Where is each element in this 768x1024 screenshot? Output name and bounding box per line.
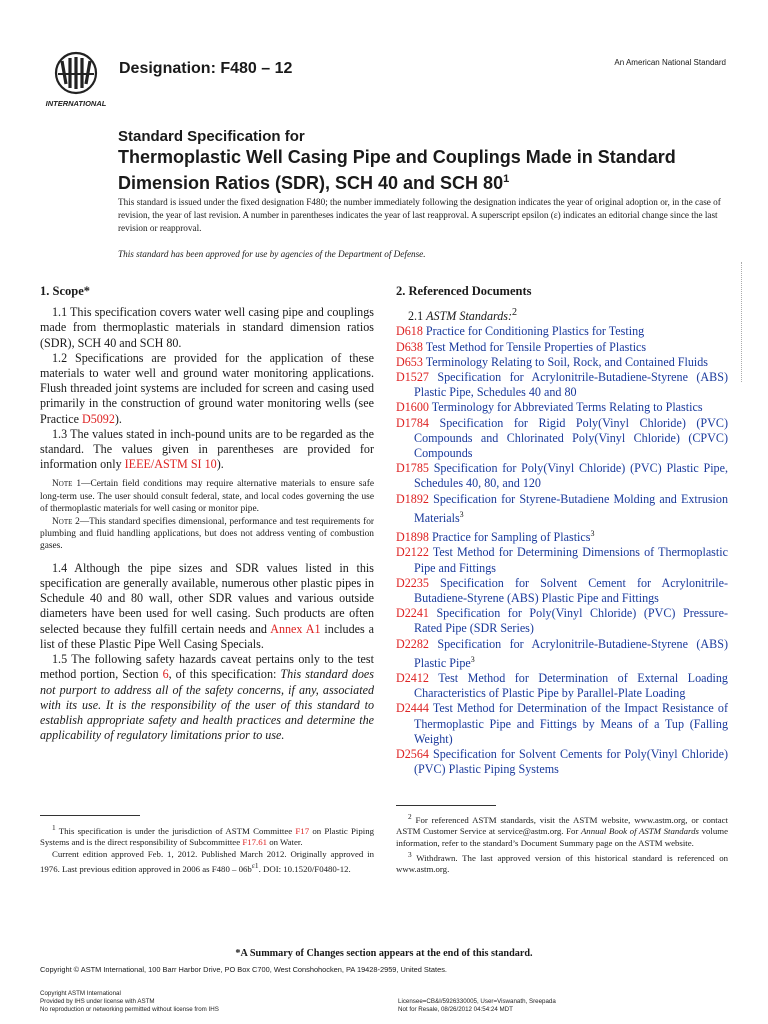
reference-code[interactable]: D2564 [396,747,429,762]
title-main: Thermoplastic Well Casing Pipe and Couplings Made in Standard Dimension Ratios (SDR), SCH 40 and SCH $80^1$ [118,147,676,193]
footnote-2: $^2$ For referenced ASTM standards, visit the ASTM website, www.astm.org, or contact ASTM Customer Service at service@astm.org. For Annual Book of ASTM Standards volume information, refer to the standard’s Document Summary page on the ASTM website. $^3$ Withdrawn. The last approved version of this historical standard is referenced on www.astm.org. [396,812,728,875]
reference-item[interactable] [396,576,728,606]
footnote-1: $^1$ This specification is under the jurisdiction of ASTM Committee F17 on Plastic Piping Systems and is the direct responsibility of Subcommittee F17.61 on Water. Current edition approved Feb. 1, 2012. Published March 2012. Originally approved in 1976. Last previous edition approved in 2006 as $F480 - 06b^{\varepsilon 1}$. DOI: 10.1520/F0480-12. [40,823,375,875]
reference-list [396,324,728,777]
footnote-rule-left [40,815,140,816]
scope-heading: 1. Scope* [40,284,90,298]
astm-logo [40,48,112,110]
reference-title[interactable]: Specification for Styrene-Butadiene Molding and Extrusion Materials [414,491,728,525]
link-d5092[interactable]: D5092 [81,411,115,426]
paragraph-1-2: 1.2 Specifications are provided for the application of these materials to water well and ground water monitoring applications. Flush threaded joint systems are included for screen and casing used primarily in the construction of ground water monitoring wells (see Practice D5092). [40,350,374,426]
reference-code[interactable]: D2241 [396,606,429,621]
reference-code[interactable]: D638 [396,339,423,354]
reference-item[interactable] [396,701,728,747]
svg-text:INTERNATIONAL: INTERNATIONAL [45,99,107,108]
reference-code[interactable]: D2235 [396,575,429,590]
reference-code[interactable]: D1784 [396,415,429,430]
reference-title[interactable]: Specification for Poly(Vinyl Chloride) (PVC) Plastic Pipe, Schedules 40, 80, and 120 [414,461,728,491]
reference-item[interactable] [396,671,728,701]
reference-title[interactable]: Practice for Sampling of Plastics [431,530,591,545]
paragraph-1-3: 1.3 The values stated in inch-pound units are to be regarded as the standard. The values given in parentheses are provided for information only IEEE/ASTM SI 10). [40,426,374,472]
title-prefix: Standard Specification for [118,128,305,145]
reference-title[interactable]: Specification for Solvent Cements for Poly(Vinyl Chloride) (PVC) Plastic Piping Systems [414,747,728,777]
reference-footnote-marker: 3 [470,654,475,664]
document-title [118,127,738,194]
reference-item[interactable] [396,492,728,526]
reference-item[interactable] [396,416,728,462]
reference-title[interactable]: Specification for Acrylonitrile-Butadiene-Styrene (ABS) Plastic Pipe, Schedules 40 and 80 [414,370,728,400]
reference-item[interactable] [396,340,728,355]
reference-code[interactable]: D2412 [396,671,429,685]
reference-title[interactable]: Specification for Rigid Poly(Vinyl Chloride) (PVC) Compounds and Chlorinated Poly(Vinyl Chloride) (CPVC) Compounds [414,415,728,461]
margin-marks [741,262,745,382]
reference-title[interactable]: Specification for Solvent Cement for Acrylonitrile-Butadiene-Styrene (ABS) Plastic Pipe and Fittings [414,575,728,605]
reference-code[interactable]: D1527 [396,370,429,385]
reference-code[interactable]: D653 [396,354,423,369]
link-f17-61[interactable]: F17.61 [242,837,267,848]
reference-code[interactable]: D1898 [396,530,429,545]
reference-code[interactable]: D1600 [396,400,429,415]
link-ieee-si10[interactable]: IEEE/ASTM SI 10 [124,457,217,472]
link-section-6[interactable]: 6 [162,667,169,682]
license-right: Licensee=CB&I/5926330005, User=Viswanath, Sreepada Not for Resale, 08/26/2012 04:54:24 MDT [398,998,556,1013]
intro-paragraph: This standard is issued under the fixed designation F480; the number immediately following the designation indicates the year of original adoption or, in the case of revision, the year of last revision. A number in parentheses indicates the year of last reapproval. A superscript epsilon (ε) indicates an editorial change since the last revision or reapproval. [118,197,721,233]
scope-section [40,284,374,743]
paragraph-1-5: 1.5 The following safety hazards caveat pertains only to the test method portion, Section 6, of this specification: This standard does not purport to address all of the safety concerns, if any, associated with its use. It is the responsibility of the user of this standard to establish appropriate safety and health practices and determine the applicability of regulatory limitations prior to use. [40,652,374,743]
copyright-line: Copyright © ASTM International, 100 Barr Harbor Drive, PO Box C700, West Conshohocken, PA 19428-2959, United States. [40,965,447,974]
link-f17[interactable]: F17 [295,825,310,836]
reference-item[interactable] [396,370,728,400]
reference-code[interactable]: D2444 [396,701,429,716]
dod-approval: This standard has been approved for use by agencies of the Department of Defense. [118,249,426,259]
referenced-documents-section [396,284,728,777]
reference-item[interactable] [396,606,728,636]
reference-footnote-marker: 3 [590,529,595,539]
reference-item[interactable] [396,637,728,671]
reference-item[interactable] [396,324,728,339]
astm-standards-subheading: 2.1 ASTM Standards:$^2$ [408,307,518,324]
designation: Designation: F480 – 12 [119,60,293,77]
reference-item[interactable] [396,545,728,575]
license-left: Copyright ASTM International Provided by IHS under license with ASTM No reproduction or networking permitted without license from IHS [40,990,219,1013]
reference-code[interactable]: D1785 [396,461,429,476]
summary-of-changes-note: *A Summary of Changes section appears at the end of this standard. [235,948,533,959]
link-annex-a1[interactable]: Annex A1 [270,621,321,636]
reference-item[interactable] [396,526,728,545]
footnote-rule-right [396,805,496,806]
reference-item[interactable] [396,355,728,370]
ans-label: An American National Standard [614,58,726,67]
reference-item[interactable] [396,747,728,777]
reference-code[interactable]: D1892 [396,491,429,506]
reference-item[interactable] [396,400,728,415]
reference-title[interactable]: Specification for Poly(Vinyl Chloride) (PVC) Pressure-Rated Pipe (SDR Series) [414,606,728,636]
reference-title[interactable]: Practice for Conditioning Plastics for Testing [425,324,645,339]
paragraph-1-1: 1.1 This specification covers water well casing pipe and couplings made from thermoplastic materials in standard dimension ratios (SDR), SCH 40 and SCH 80. [40,305,374,350]
reference-title[interactable]: Specification for Acrylonitrile-Butadiene-Styrene (ABS) Plastic Pipe [414,636,728,670]
note-1: Note 1—Certain field conditions may require alternative materials to ensure safe long-term use. The user should consult federal, state, and local codes governing the use of thermoplastic materials for well casing or monitor pipe. [40,479,374,515]
reference-item[interactable] [396,461,728,491]
reference-title[interactable]: Terminology for Abbreviated Terms Relating to Plastics [431,400,703,415]
reference-footnote-marker: 3 [459,509,464,519]
reference-code[interactable]: D2282 [396,636,429,651]
note-2: Note 2—This standard specifies dimensional, performance and test requirements for plumbing and fluid handling applications, but does not address venting of combustion gases. [40,516,374,552]
reference-title[interactable]: Test Method for Determination of the Impact Resistance of Thermoplastic Pipe and Fittings by Means of a Tup (Falling Weight) [414,701,728,746]
reference-title[interactable]: Test Method for Tensile Properties of Plastics [425,339,647,354]
footnote-3: $^3$ Withdrawn. The last approved version of this historical standard is referenced on www.astm.org. [396,850,728,875]
reference-code[interactable]: D618 [396,324,423,339]
reference-title[interactable]: Terminology Relating to Soil, Rock, and Contained Fluids [425,354,709,369]
reference-code[interactable]: D2122 [396,545,429,560]
paragraph-1-4: 1.4 Although the pipe sizes and SDR values listed in this specification are generally available, numerous other plastic pipes in Schedule 40 and 80 wall, other SDR values and various outside diameters have been used for well casing. Such products are often selected because they fulfill certain needs and Annex A1 includes a list of these Plastic Pipe Well Casing Specials. [40,560,374,651]
refs-heading: 2. Referenced Documents [396,284,532,298]
reference-title[interactable]: Test Method for Determination of External Loading Characteristics of Plastic Pipe by Parallel-Plate Loading [414,671,728,701]
reference-title[interactable]: Test Method for Determining Dimensions of Thermoplastic Pipe and Fittings [414,545,728,575]
